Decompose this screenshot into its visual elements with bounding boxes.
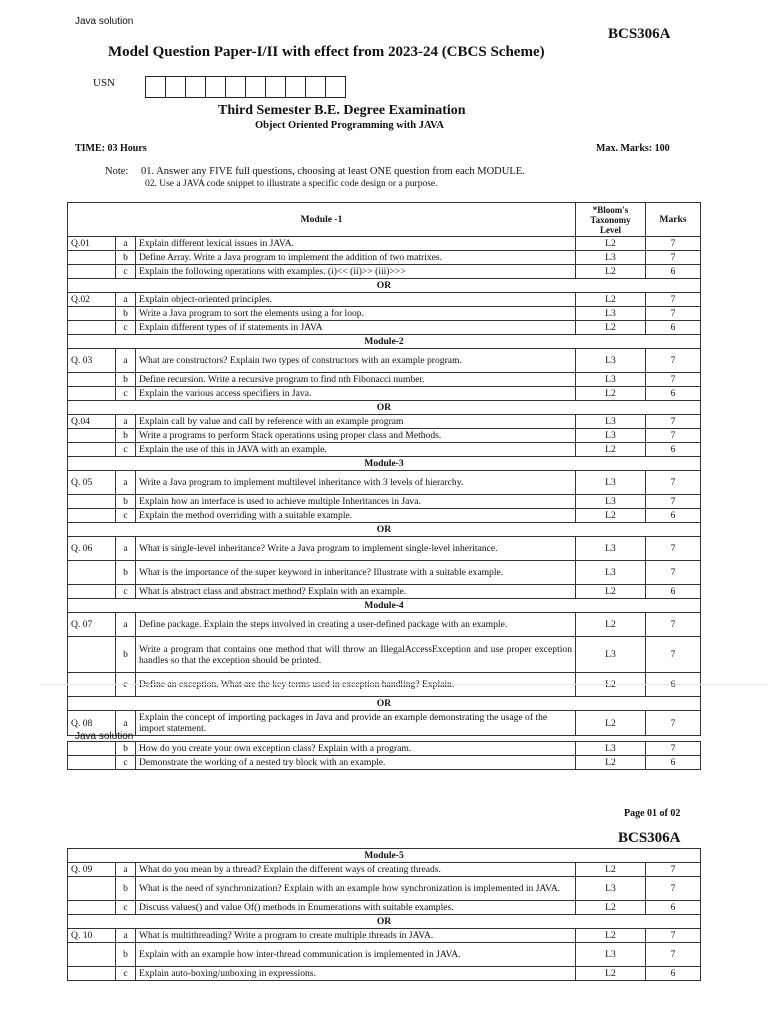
time-label: TIME: 03 Hours <box>75 143 147 154</box>
table-row <box>68 471 701 495</box>
question-text: Explain the following operations with examples. (i)<< (ii)>> (iii)>>> <box>136 265 576 279</box>
question-part: b <box>116 373 136 387</box>
table-row <box>68 495 701 509</box>
marks-value: 6 <box>646 387 701 401</box>
marks-value: 7 <box>646 929 701 943</box>
marks-value: 7 <box>646 251 701 265</box>
marks-value: 6 <box>646 443 701 457</box>
question-text: Define package. Explain the steps involved in creating a user-defined package with an example. <box>136 613 576 637</box>
table-row <box>68 711 701 736</box>
question-part: b <box>116 943 136 967</box>
question-part: b <box>116 429 136 443</box>
marks-header: Marks <box>646 203 701 237</box>
blooms-level: L2 <box>576 265 646 279</box>
marks-value: 6 <box>646 585 701 599</box>
blooms-level: L2 <box>576 237 646 251</box>
usn-cell[interactable] <box>325 76 346 98</box>
question-text: Write a programs to perform Stack operations using proper class and Methods. <box>136 429 576 443</box>
question-part: a <box>116 471 136 495</box>
question-number <box>68 561 116 585</box>
question-part: a <box>116 537 136 561</box>
marks-value: 7 <box>646 429 701 443</box>
question-number <box>68 901 116 915</box>
exam-title: Third Semester B.E. Degree Examination <box>218 103 466 118</box>
usn-cell[interactable] <box>305 76 326 98</box>
question-part: b <box>116 307 136 321</box>
module-1-header: Module -1 <box>68 203 576 237</box>
marks-value: 7 <box>646 373 701 387</box>
table-row <box>68 279 701 293</box>
question-text: Write a Java program to sort the elements using a for loop. <box>136 307 576 321</box>
table-row <box>68 585 701 599</box>
watermark-top: Java solution <box>75 16 134 27</box>
question-text: How do you create your own exception class? Explain with a program. <box>136 742 576 756</box>
marks-value: 7 <box>646 877 701 901</box>
blooms-level: L3 <box>576 415 646 429</box>
usn-boxes[interactable] <box>146 76 346 98</box>
question-part: a <box>116 349 136 373</box>
question-number <box>68 495 116 509</box>
marks-value: 7 <box>646 943 701 967</box>
blooms-level: L2 <box>576 711 646 736</box>
question-text: Explain object-oriented principles. <box>136 293 576 307</box>
question-table <box>67 202 701 736</box>
table-row <box>68 599 701 613</box>
question-text: Write a program that contains one method that will throw an IllegalAccessException and use proper exception handles so that the exception should be printed. <box>136 637 576 673</box>
question-text: Write a Java program to implement multilevel inheritance with 3 levels of hierarchy. <box>136 471 576 495</box>
blooms-level: L3 <box>576 943 646 967</box>
question-text: What do you mean by a thread? Explain the different ways of creating threads. <box>136 863 576 877</box>
table-row <box>68 943 701 967</box>
marks-value: 6 <box>646 756 701 770</box>
question-part: c <box>116 509 136 523</box>
usn-cell[interactable] <box>285 76 306 98</box>
blooms-level: L2 <box>576 509 646 523</box>
question-part: c <box>116 387 136 401</box>
question-number: Q.02 <box>68 293 116 307</box>
note-label: Note: <box>105 166 129 177</box>
question-part: b <box>116 742 136 756</box>
usn-cell[interactable] <box>225 76 246 98</box>
question-part: b <box>116 637 136 673</box>
marks-value: 6 <box>646 967 701 981</box>
blooms-level: L2 <box>576 387 646 401</box>
question-number <box>68 756 116 770</box>
question-number: Q. 07 <box>68 613 116 637</box>
table-row <box>68 523 701 537</box>
marks-value: 7 <box>646 415 701 429</box>
question-number <box>68 373 116 387</box>
usn-cell[interactable] <box>185 76 206 98</box>
or-separator: OR <box>68 915 701 929</box>
question-part: a <box>116 415 136 429</box>
marks-value: 7 <box>646 537 701 561</box>
blooms-level: L2 <box>576 613 646 637</box>
question-part: a <box>116 863 136 877</box>
table-row <box>68 401 701 415</box>
question-part: b <box>116 251 136 265</box>
table-row <box>68 237 701 251</box>
note-2: 02. Use a JAVA code snippet to illustrate a specific code design or a purpose. <box>145 179 438 189</box>
table-row <box>68 697 701 711</box>
question-text: What are constructors? Explain two types of constructors with an example program. <box>136 349 576 373</box>
table-row <box>68 335 701 349</box>
marks-value: 7 <box>646 711 701 736</box>
table-row <box>68 613 701 637</box>
question-text: What is the importance of the super keyword in inheritance? Illustrate with a suitable example. <box>136 561 576 585</box>
question-text: Explain with an example how inter-thread communication is implemented in JAVA. <box>136 943 576 967</box>
usn-cell[interactable] <box>165 76 186 98</box>
question-part: a <box>116 293 136 307</box>
blooms-level: L2 <box>576 901 646 915</box>
blooms-level: L3 <box>576 742 646 756</box>
table-row <box>68 537 701 561</box>
blooms-level: L2 <box>576 293 646 307</box>
table-row <box>68 929 701 943</box>
question-number <box>68 443 116 457</box>
blooms-level: L2 <box>576 443 646 457</box>
blooms-level: L3 <box>576 373 646 387</box>
note-1: 01. Answer any FIVE full questions, choosing at least ONE question from each MODULE. <box>141 166 525 177</box>
question-part: b <box>116 561 136 585</box>
table-row <box>68 443 701 457</box>
question-text: What is abstract class and abstract method? Explain with an example. <box>136 585 576 599</box>
marks-value: 7 <box>646 637 701 673</box>
or-separator: OR <box>68 697 701 711</box>
question-text: Explain different lexical issues in JAVA. <box>136 237 576 251</box>
marks-value: 7 <box>646 237 701 251</box>
page-divider <box>40 684 768 685</box>
question-part: c <box>116 967 136 981</box>
blooms-level: L3 <box>576 429 646 443</box>
question-part: b <box>116 877 136 901</box>
question-number <box>68 742 116 756</box>
question-part: c <box>116 901 136 915</box>
blooms-level: L3 <box>576 471 646 495</box>
usn-label: USN <box>93 77 116 89</box>
or-separator: OR <box>68 279 701 293</box>
table-row <box>68 915 701 929</box>
max-marks: Max. Marks: 100 <box>596 143 670 154</box>
question-number: Q. 05 <box>68 471 116 495</box>
subject-title: Object Oriented Programming with JAVA <box>255 120 444 131</box>
question-text: Explain how an interface is used to achieve multiple Inheritances in Java. <box>136 495 576 509</box>
table-row <box>68 967 701 981</box>
question-number: Q.01 <box>68 237 116 251</box>
marks-value: 6 <box>646 265 701 279</box>
blooms-level: L2 <box>576 321 646 335</box>
question-text: Explain auto-boxing/unboxing in expressions. <box>136 967 576 981</box>
question-number <box>68 877 116 901</box>
or-separator: OR <box>68 401 701 415</box>
table-row <box>68 387 701 401</box>
marks-value: 7 <box>646 561 701 585</box>
question-text: Discuss values() and value Of() methods in Enumerations with suitable examples. <box>136 901 576 915</box>
question-number <box>68 251 116 265</box>
table-row <box>68 373 701 387</box>
question-text: Define recursion. Write a recursive program to find nth Fibonacci number. <box>136 373 576 387</box>
table-row <box>68 742 701 756</box>
table-row <box>68 849 701 863</box>
question-number <box>68 387 116 401</box>
question-number: Q. 10 <box>68 929 116 943</box>
marks-value: 7 <box>646 742 701 756</box>
question-number <box>68 585 116 599</box>
question-number <box>68 307 116 321</box>
blooms-level: L2 <box>576 585 646 599</box>
table-row <box>68 349 701 373</box>
table-row <box>68 637 701 673</box>
question-part: b <box>116 495 136 509</box>
question-number: Q. 03 <box>68 349 116 373</box>
question-part: c <box>116 265 136 279</box>
question-table-cont <box>67 741 701 770</box>
blooms-level: L3 <box>576 561 646 585</box>
usn-cell[interactable] <box>245 76 266 98</box>
question-number: Q.04 <box>68 415 116 429</box>
table-row <box>68 265 701 279</box>
marks-value: 7 <box>646 863 701 877</box>
question-part: a <box>116 237 136 251</box>
marks-value: 6 <box>646 321 701 335</box>
table-row <box>68 863 701 877</box>
paper-title: Model Question Paper-I/II with effect from 2023-24 (CBCS Scheme) <box>108 44 545 60</box>
table-row <box>68 901 701 915</box>
blooms-level: L3 <box>576 307 646 321</box>
table-row <box>68 756 701 770</box>
watermark-page2: Java solution <box>75 731 134 742</box>
table-row <box>68 877 701 901</box>
table-row <box>68 415 701 429</box>
blooms-level: L3 <box>576 349 646 373</box>
question-text: What is single-level inheritance? Write a Java program to implement single-level inheritance. <box>136 537 576 561</box>
question-text: Explain the various access specifiers in Java. <box>136 387 576 401</box>
question-number <box>68 637 116 673</box>
blooms-level: L3 <box>576 637 646 673</box>
question-number: Q. 08 <box>68 711 116 736</box>
question-part: c <box>116 443 136 457</box>
question-text: Define Array. Write a Java program to implement the addition of two matrixes. <box>136 251 576 265</box>
question-text: Explain different types of if statements in JAVA <box>136 321 576 335</box>
question-text: Explain call by value and call by reference with an example program <box>136 415 576 429</box>
question-part: a <box>116 711 136 736</box>
module-header: Module-4 <box>68 599 701 613</box>
blooms-level: L3 <box>576 537 646 561</box>
blooms-level: L3 <box>576 495 646 509</box>
marks-value: 7 <box>646 307 701 321</box>
table-row <box>68 429 701 443</box>
question-number: Q. 09 <box>68 863 116 877</box>
question-text: Explain the concept of importing packages in Java and provide an example demonstrating the usage of the import statement. <box>136 711 576 736</box>
blooms-level: L3 <box>576 877 646 901</box>
question-part: c <box>116 756 136 770</box>
blooms-level: L2 <box>576 863 646 877</box>
course-code: BCS306A <box>608 26 671 42</box>
question-number <box>68 967 116 981</box>
table-row <box>68 321 701 335</box>
table-row <box>68 457 701 471</box>
blooms-level: L2 <box>576 967 646 981</box>
question-number <box>68 429 116 443</box>
question-text: Demonstrate the working of a nested try block with an example. <box>136 756 576 770</box>
marks-value: 7 <box>646 471 701 495</box>
question-part: c <box>116 585 136 599</box>
page-number: Page 01 of 02 <box>624 808 681 819</box>
question-text: Explain the use of this in JAVA with an example. <box>136 443 576 457</box>
table-row <box>68 509 701 523</box>
question-number <box>68 265 116 279</box>
question-number: Q. 06 <box>68 537 116 561</box>
blooms-header: *Bloom's Taxonomy Level <box>576 203 646 237</box>
question-number <box>68 943 116 967</box>
question-number <box>68 321 116 335</box>
marks-value: 7 <box>646 293 701 307</box>
module-header: Module-3 <box>68 457 701 471</box>
table-row <box>68 307 701 321</box>
marks-value: 6 <box>646 901 701 915</box>
question-text: Explain the method overriding with a suitable example. <box>136 509 576 523</box>
usn-cell[interactable] <box>205 76 226 98</box>
usn-cell[interactable] <box>265 76 286 98</box>
question-number <box>68 509 116 523</box>
marks-value: 7 <box>646 349 701 373</box>
question-part: a <box>116 929 136 943</box>
module-header: Module-2 <box>68 335 701 349</box>
marks-value: 7 <box>646 613 701 637</box>
question-text: What is the need of synchronization? Explain with an example how synchronization is implemented in JAVA. <box>136 877 576 901</box>
question-text: What is multithreading? Write a program to create multiple threads in JAVA. <box>136 929 576 943</box>
or-separator: OR <box>68 523 701 537</box>
table-row <box>68 561 701 585</box>
usn-cell[interactable] <box>145 76 166 98</box>
marks-value: 6 <box>646 509 701 523</box>
question-part: c <box>116 321 136 335</box>
course-code-2: BCS306A <box>618 830 681 846</box>
marks-value: 7 <box>646 495 701 509</box>
table-row <box>68 293 701 307</box>
blooms-level: L2 <box>576 756 646 770</box>
blooms-level: L3 <box>576 251 646 265</box>
module-header: Module-5 <box>68 849 701 863</box>
question-part: a <box>116 613 136 637</box>
table-row <box>68 251 701 265</box>
blooms-level: L2 <box>576 929 646 943</box>
question-table-module5 <box>67 848 701 981</box>
